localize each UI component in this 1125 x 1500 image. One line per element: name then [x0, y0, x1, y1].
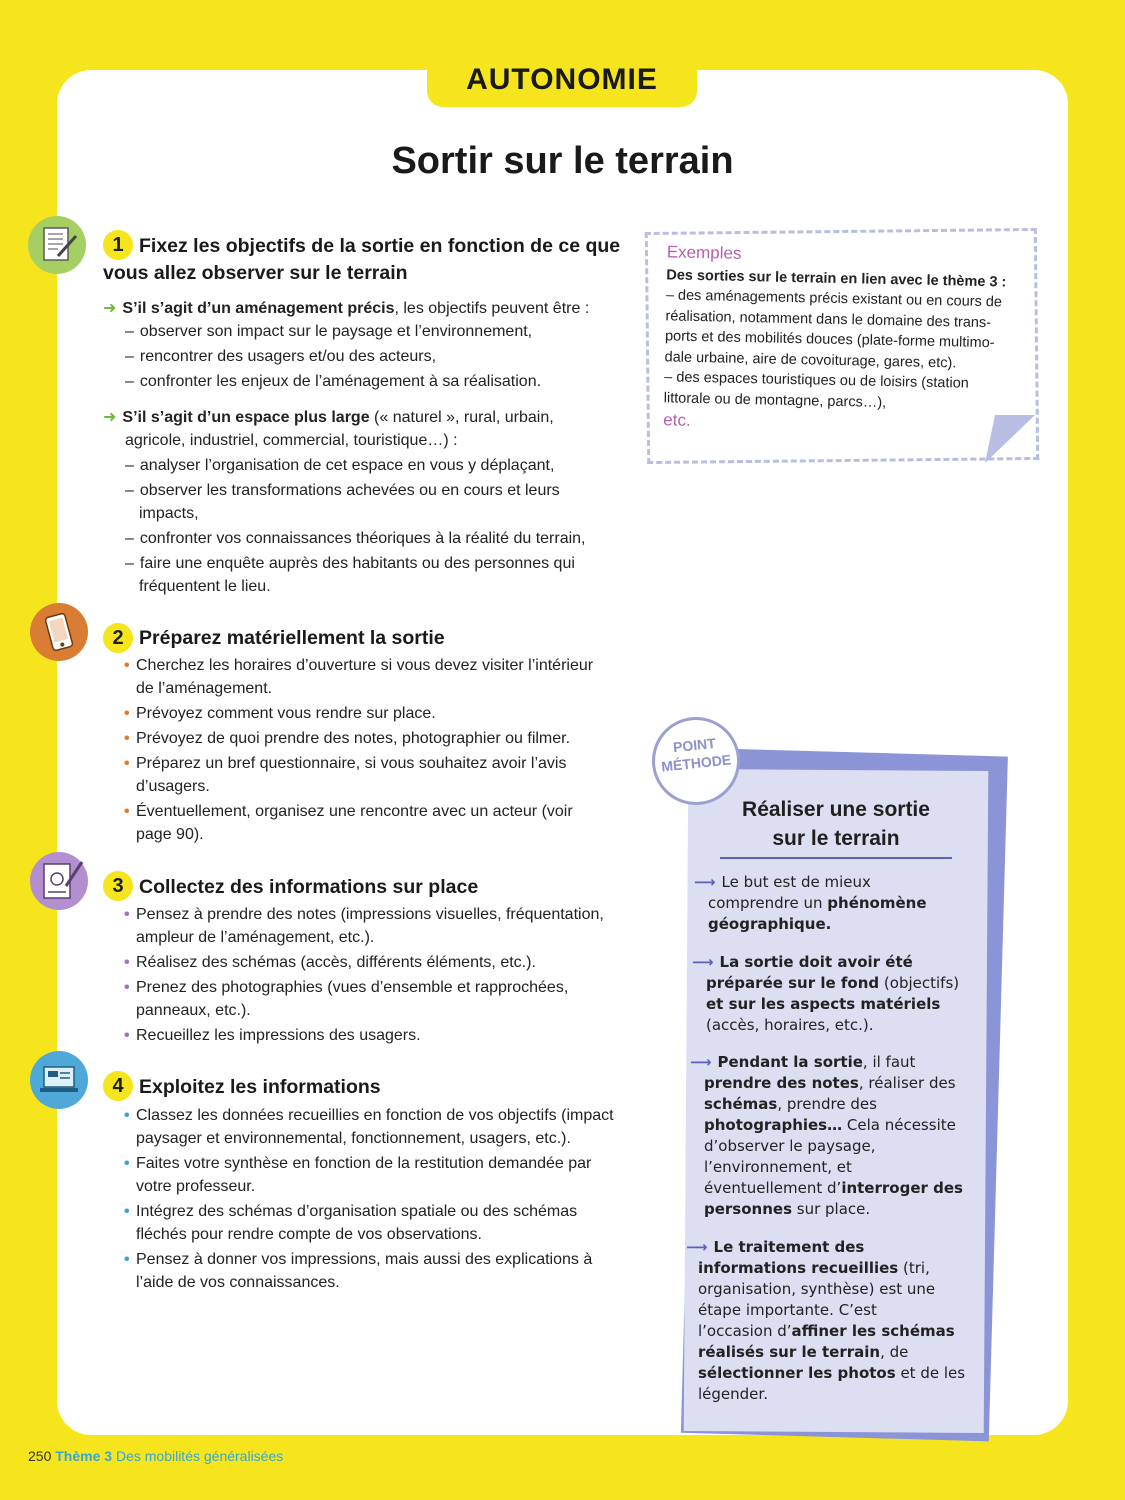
- list-item: • Réalisez des schémas (accès, différents éléments, etc.).: [124, 954, 536, 971]
- examples-content: Exemples Des sorties sur le terrain en lien avec le thème 3 : – des aménagements précis existant ou en cours de réalisation, notamment dans le domaine des trans- ports et des mobilités douces (plate-forme multimo- dale urbaine, aire de covoiturage, gares, etc). – des espaces touristiques ou de loisirs (station littorale ou de montagne, parcs…), etc.: [663, 242, 1019, 438]
- list-item: • Prévoyez de quoi prendre des notes, photographier ou filmer.: [124, 730, 571, 747]
- method-paragraph-4: ⟶ Le traitement des informations recueillies (tri, organisation, synthèse) est une étape importante. C’est l’occasion d’affiner les schémas réalisés sur le terrain, de sélectionner les photos et de les légender.: [686, 1238, 966, 1403]
- step-3-number: 3: [103, 871, 133, 901]
- step-2-title: Préparez matériellement la sortie: [139, 627, 445, 649]
- page-footer: [28, 1448, 283, 1464]
- list-item: • Intégrez des schémas d’organisation spatiale ou des schémas fléchés pour rendre compte de vos observations.: [124, 1203, 578, 1243]
- list-item: • Prévoyez comment vous rendre sur place.: [124, 705, 436, 722]
- step-3-title: Collectez des informations sur place: [139, 876, 479, 898]
- examples-subtitle: Des sorties sur le terrain en lien avec le thème 3 :: [666, 266, 1007, 290]
- list-item: • Recueillez les impressions des usagers.: [124, 1027, 421, 1044]
- arrow-icon: ⟶: [686, 1238, 708, 1256]
- arrow-icon: ⟶: [692, 953, 714, 971]
- list-item: • Faites votre synthèse en fonction de la restitution demandée par votre professeur.: [124, 1155, 592, 1195]
- clipboard-pen-icon: [30, 852, 88, 910]
- smartphone-icon: [30, 603, 88, 661]
- step-2-number: 2: [103, 623, 133, 653]
- section-tab: AUTONOMIE: [427, 52, 697, 107]
- step-3-list: [124, 903, 624, 1049]
- list-item: • Pensez à donner vos impressions, mais aussi des explications à l’aide de vos connaissances.: [124, 1251, 593, 1291]
- laptop-icon: [30, 1051, 88, 1109]
- page-number: 250: [28, 1448, 52, 1464]
- step-4-number: 4: [103, 1071, 133, 1101]
- step-4-title: Exploitez les informations: [139, 1076, 381, 1098]
- list-item: • Prenez des photographies (vues d’ensemble et rapprochées, panneaux, etc.).: [124, 979, 569, 1019]
- method-paragraph-3: ⟶ Pendant la sortie, il faut prendre des notes, réaliser des schémas, prendre des photographies… Cela nécessite d’observer le paysage, l’environnement, et éventuellement d’interroger des personnes sur place.: [690, 1053, 963, 1218]
- method-paragraph-2: ⟶ La sortie doit avoir été préparée sur le fond (objectifs) et sur les aspects matériels (accès, horaires, etc.).: [692, 953, 960, 1034]
- step-1-number: 1: [103, 230, 133, 260]
- arrow-icon: ➜: [103, 300, 117, 317]
- point-methode-stamp: POINT MÉTHODE: [648, 713, 745, 810]
- arrow-icon: ➜: [103, 409, 117, 426]
- arrow-icon: ⟶: [694, 873, 716, 891]
- list-item: • Classez les données recueillies en fonction de vos objectifs (impact paysager et environnemental, fonctionnement, usagers, etc.).: [124, 1107, 614, 1147]
- arrow-icon: ⟶: [690, 1053, 712, 1071]
- page-title: Sortir sur le terrain: [391, 140, 734, 182]
- examples-title: Exemples: [666, 242, 742, 263]
- step-1-title: Fixez les objectifs de la sortie en fonction de ce que vous allez observer sur le terrain: [103, 235, 621, 284]
- step-4-list: [124, 1104, 624, 1296]
- list-item: • Éventuellement, organisez une rencontre avec un acteur (voir page 90).: [124, 803, 573, 843]
- method-paragraph-1: ⟶ Le but est de mieux comprendre un phénomène géographique.: [694, 873, 927, 933]
- method-title: Réaliser une sortie sur le terrain: [720, 795, 952, 859]
- list-item: • Cherchez les horaires d’ouverture si vous devez visiter l’intérieur de l’aménagement.: [124, 657, 594, 697]
- list-item: • Préparez un bref questionnaire, si vous souhaitez avoir l’avis d’usagers.: [124, 755, 567, 795]
- footer-theme: Thème 3: [55, 1448, 113, 1464]
- step-1-block-b: ➜ S’il s’agit d’un espace plus large (« naturel », rural, urbain, agricole, industriel, commercial, touristique…) : – analyser l’organisation de cet espace en vous y déplaçant, – observer les transformations achevées ou en cours et leurs impacts, – confronter vos connaissances théoriques à la réalité du terrain, – faire une enquête auprès des habitants ou des personnes qui fréquentent le lieu.: [103, 409, 586, 595]
- list-item: • Pensez à prendre des notes (impressions visuelles, fréquentation, ampleur de l’aménagement, etc.).: [124, 906, 604, 946]
- document-pen-icon: [28, 216, 86, 274]
- step-1-block-a: ➜ S’il s’agit d’un aménagement précis, les objectifs peuvent être : – observer son impact sur le paysage et l’environnement, – rencontrer des usagers et/ou des acteurs, – confronter les enjeux de l’aménagement à sa réalisation.: [103, 300, 590, 390]
- footer-theme-title: Des mobilités généralisées: [115, 1448, 284, 1464]
- step-2-list: [124, 654, 624, 848]
